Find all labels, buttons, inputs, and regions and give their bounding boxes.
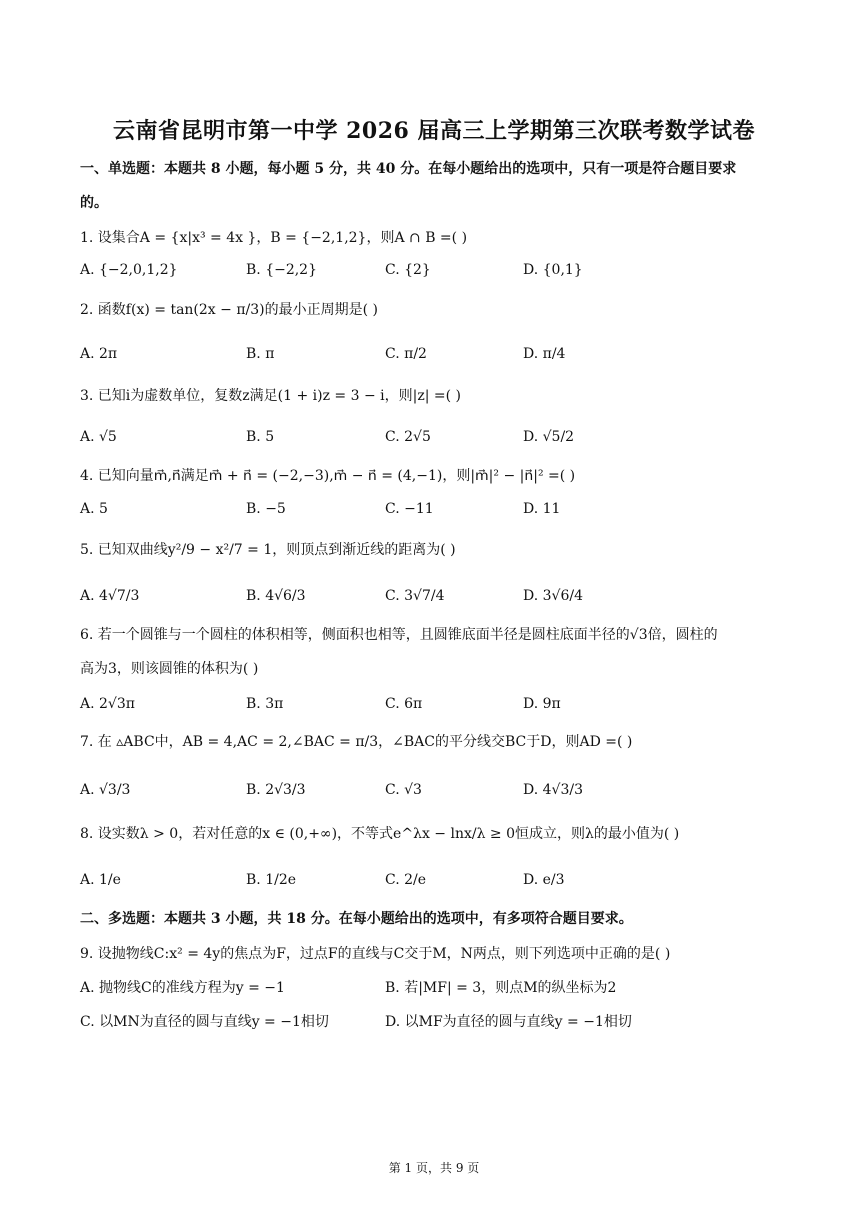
question-4-option-a: A. 5: [80, 501, 108, 517]
section-1-heading-line2: 的。: [80, 195, 108, 211]
question-4-option-c: C. −11: [385, 501, 434, 517]
question-7-option-d: D. 4√3/3: [523, 782, 583, 798]
question-8-option-a: A. 1/e: [80, 872, 121, 888]
question-2-stem: 2. 函数f(x) = tan(2x − π/3)的最小正周期是( ): [80, 302, 378, 318]
question-5-option-a: A. 4√7/3: [80, 588, 140, 604]
question-9-stem: 9. 设抛物线C:x² = 4y的焦点为F，过点F的直线与C交于M，N两点，则下列选项中正确的是( ): [80, 946, 671, 962]
question-5-option-b: B. 4√6/3: [246, 588, 306, 604]
page-title: 云南省昆明市第一中学 2026 届高三上学期第三次联考数学试卷: [112, 118, 756, 144]
question-7-option-a: A. √3/3: [80, 782, 131, 798]
question-5-option-d: D. 3√6/4: [523, 588, 583, 604]
question-9-option-d: D. 以MF为直径的圆与直线y = −1相切: [385, 1014, 632, 1030]
question-1-option-c: C. {2}: [385, 262, 431, 278]
question-2-option-a: A. 2π: [80, 346, 118, 362]
question-3-stem: 3. 已知i为虚数单位，复数z满足(1 + i)z = 3 − i，则|z| =( ): [80, 388, 461, 404]
section-1-heading-line1: 一、单选题：本题共 8 小题，每小题 5 分，共 40 分。在每小题给出的选项中，只有一项是符合题目要求: [80, 161, 737, 177]
question-6-option-a: A. 2√3π: [80, 696, 135, 712]
question-9-option-c: C. 以MN为直径的圆与直线y = −1相切: [80, 1014, 329, 1030]
question-8-stem: 8. 设实数λ > 0，若对任意的x ∈ (0,+∞)，不等式e^λx − lnx/λ ≥ 0恒成立，则λ的最小值为( ): [80, 826, 680, 842]
question-9-option-b: B. 若|MF| = 3，则点M的纵坐标为2: [385, 980, 617, 996]
question-6-option-d: D. 9π: [523, 696, 561, 712]
question-1-option-b: B. {−2,2}: [246, 262, 317, 278]
question-2-option-b: B. π: [246, 346, 275, 362]
question-6-stem-line1: 6. 若一个圆锥与一个圆柱的体积相等，侧面积也相等，且圆锥底面半径是圆柱底面半径的√3倍，圆柱的: [80, 627, 718, 643]
section-2-heading: 二、多选题：本题共 3 小题，共 18 分。在每小题给出的选项中，有多项符合题目要求。: [80, 911, 633, 927]
question-5-stem: 5. 已知双曲线y²/9 − x²/7 = 1，则顶点到渐近线的距离为( ): [80, 542, 456, 558]
question-7-option-c: C. √3: [385, 782, 422, 798]
question-9-option-a: A. 抛物线C的准线方程为y = −1: [80, 980, 285, 996]
question-4-option-b: B. −5: [246, 501, 286, 517]
question-3-option-a: A. √5: [80, 429, 117, 445]
question-8-option-b: B. 1/2e: [246, 872, 297, 888]
question-6-stem-line2: 高为3，则该圆锥的体积为( ): [80, 661, 259, 677]
question-4-stem: 4. 已知向量m⃗,n⃗满足m⃗ + n⃗ = (−2,−3),m⃗ − n⃗ = (4,−1)，则|m⃗|² − |n⃗|² =( ): [80, 468, 576, 484]
question-3-option-b: B. 5: [246, 429, 275, 445]
question-1-option-d: D. {0,1}: [523, 262, 583, 278]
question-3-option-d: D. √5/2: [523, 429, 575, 445]
question-2-option-c: C. π/2: [385, 346, 427, 362]
question-5-option-c: C. 3√7/4: [385, 588, 445, 604]
question-1-stem: 1. 设集合A = {x|x³ = 4x }，B = {−2,1,2}，则A ∩ B =( ): [80, 230, 468, 246]
question-3-option-c: C. 2√5: [385, 429, 431, 445]
question-7-option-b: B. 2√3/3: [246, 782, 306, 798]
question-6-option-b: B. 3π: [246, 696, 284, 712]
question-8-option-c: C. 2/e: [385, 872, 427, 888]
question-1-option-a: A. {−2,0,1,2}: [80, 262, 178, 278]
question-2-option-d: D. π/4: [523, 346, 566, 362]
question-4-option-d: D. 11: [523, 501, 561, 517]
question-7-stem: 7. 在 ▵ABC中，AB = 4,AC = 2,∠BAC = π/3，∠BAC的平分线交BC于D，则AD =( ): [80, 734, 633, 750]
question-6-option-c: C. 6π: [385, 696, 423, 712]
page-footer: 第 1 页，共 9 页: [388, 1161, 480, 1175]
question-8-option-d: D. e/3: [523, 872, 565, 888]
